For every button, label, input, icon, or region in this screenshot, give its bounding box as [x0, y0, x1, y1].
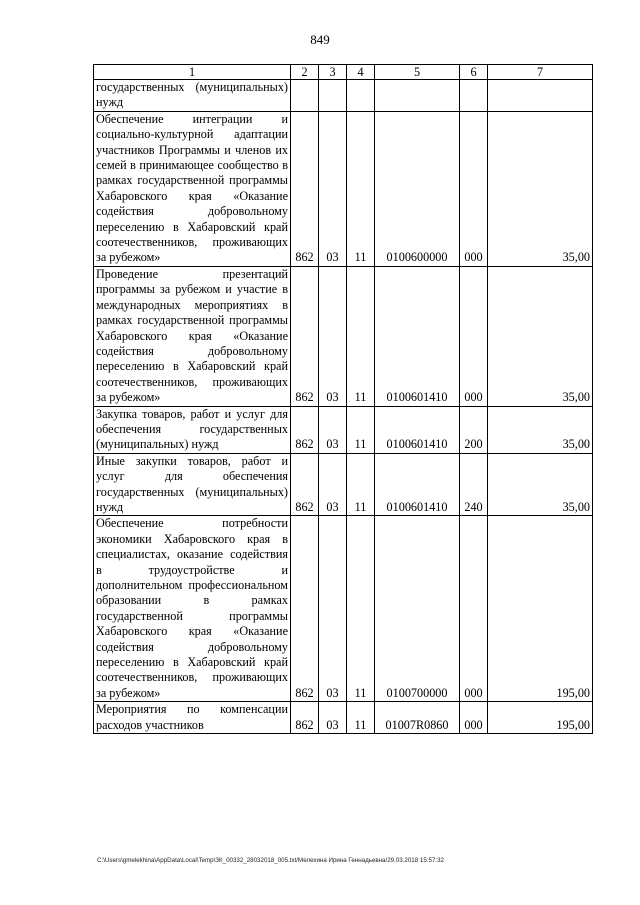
row-subsection-code: 11	[347, 702, 375, 734]
table-row	[94, 111, 593, 266]
row-name: Иные закупки товаров, работ и услуг для обеспечения государственных (муниципальных) нужд	[94, 453, 291, 516]
col-header-1: 1	[94, 65, 291, 80]
row-expense-type: 240	[460, 453, 488, 516]
row-subsection-code: 11	[347, 406, 375, 453]
row-expense-type	[460, 80, 488, 112]
row-subsection-code: 11	[347, 516, 375, 702]
file-path-footer: C:\Users\gmelekhina\AppData\Local\Temp\ЗК_00332_28032018_005.txt/Мелехина Ирина Геннадьевна/29.03.2018 15:57:32	[97, 857, 444, 864]
table-row	[94, 80, 593, 112]
row-name: Мероприятия по компенсации расходов участников	[94, 702, 291, 734]
row-section-code: 03	[319, 702, 347, 734]
row-ministry-code: 862	[291, 702, 319, 734]
col-header-3: 3	[319, 65, 347, 80]
row-amount: 35,00	[488, 111, 593, 266]
row-amount: 195,00	[488, 702, 593, 734]
table-row	[94, 702, 593, 734]
row-amount	[488, 80, 593, 112]
row-amount: 35,00	[488, 453, 593, 516]
row-section-code: 03	[319, 266, 347, 406]
table-header-row	[94, 65, 593, 80]
row-target-code: 0100700000	[375, 516, 460, 702]
table-row	[94, 516, 593, 702]
row-ministry-code: 862	[291, 266, 319, 406]
row-subsection-code: 11	[347, 111, 375, 266]
row-subsection-code: 11	[347, 453, 375, 516]
row-ministry-code: 862	[291, 516, 319, 702]
col-header-2: 2	[291, 65, 319, 80]
col-header-6: 6	[460, 65, 488, 80]
row-name: Обеспечение интеграции и социально-культурной адаптации участников Программы и членов их семей в принимающее сообщество в рамках государственной программы Хабаровского края «Оказание содействия добровольному переселению в Хабаровский край соотечественников, проживающих за рубежом»	[94, 111, 291, 266]
row-ministry-code: 862	[291, 406, 319, 453]
row-subsection-code: 11	[347, 266, 375, 406]
row-expense-type: 000	[460, 702, 488, 734]
row-section-code: 03	[319, 453, 347, 516]
row-ministry-code: 862	[291, 453, 319, 516]
row-target-code: 0100600000	[375, 111, 460, 266]
row-name: Закупка товаров, работ и услуг для обеспечения государственных (муниципальных) нужд	[94, 406, 291, 453]
row-target-code: 0100601410	[375, 453, 460, 516]
budget-table	[93, 64, 593, 734]
row-target-code	[375, 80, 460, 112]
table-row	[94, 406, 593, 453]
row-expense-type: 200	[460, 406, 488, 453]
page-number: 849	[310, 32, 330, 47]
row-amount: 35,00	[488, 406, 593, 453]
row-section-code	[319, 80, 347, 112]
row-name: государственных (муниципальных) нужд	[94, 80, 291, 112]
col-header-4: 4	[347, 65, 375, 80]
row-name: Обеспечение потребности экономики Хабаровского края в специалистах, оказание содействия в трудоустройстве и дополнительном профессиональном образовании в рамках государственной программы Хабаровского края «Оказание содействия добровольному переселению в Хабаровский край соотечественников, проживающих за рубежом»	[94, 516, 291, 702]
table-row	[94, 266, 593, 406]
row-section-code: 03	[319, 111, 347, 266]
table-row	[94, 453, 593, 516]
row-amount: 35,00	[488, 266, 593, 406]
row-amount: 195,00	[488, 516, 593, 702]
row-expense-type: 000	[460, 266, 488, 406]
row-subsection-code	[347, 80, 375, 112]
row-expense-type: 000	[460, 111, 488, 266]
row-target-code: 01007R0860	[375, 702, 460, 734]
col-header-7: 7	[488, 65, 593, 80]
row-ministry-code	[291, 80, 319, 112]
row-target-code: 0100601410	[375, 266, 460, 406]
col-header-5: 5	[375, 65, 460, 80]
row-section-code: 03	[319, 406, 347, 453]
row-expense-type: 000	[460, 516, 488, 702]
row-section-code: 03	[319, 516, 347, 702]
row-name: Проведение презентаций программы за рубежом и участие в международных мероприятиях в рамках государственной программы Хабаровского края «Оказание содействия добровольному переселению в Хабаровский край соотечественников, проживающих за рубежом»	[94, 266, 291, 406]
row-target-code: 0100601410	[375, 406, 460, 453]
row-ministry-code: 862	[291, 111, 319, 266]
